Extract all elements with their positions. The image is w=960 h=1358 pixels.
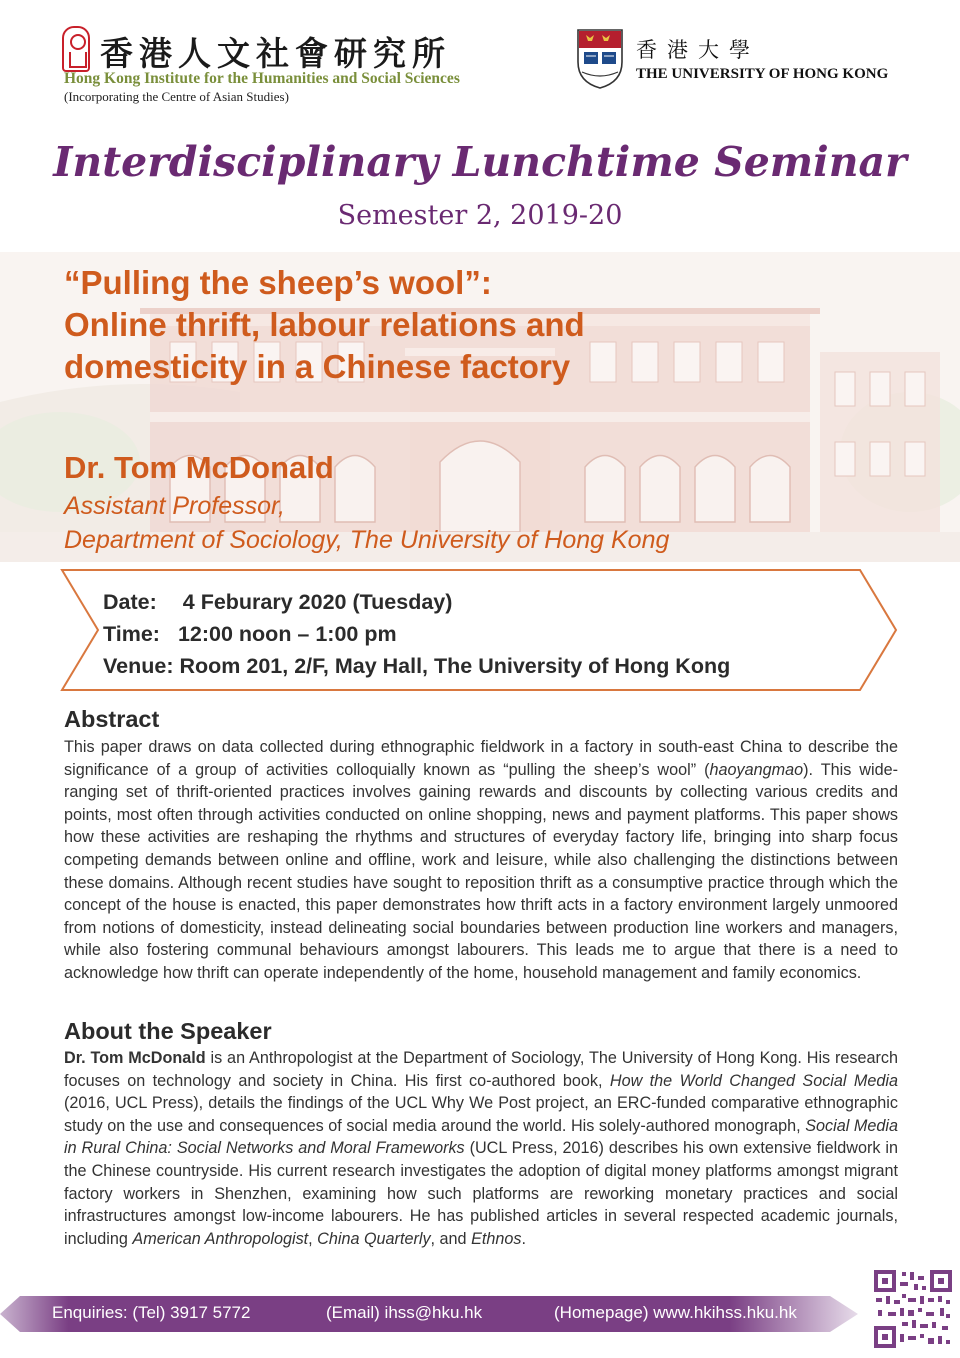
speaker-role xyxy=(64,489,669,557)
qr-code-icon[interactable] xyxy=(872,1268,954,1350)
time-label: Time: xyxy=(103,622,160,646)
enquiries-phone: Enquiries: (Tel) 3917 5772 xyxy=(52,1303,251,1322)
about-speaker-name: Dr. Tom McDonald xyxy=(64,1049,206,1067)
book-title: How the World Changed Social Media xyxy=(609,1071,898,1090)
hkihss-seal-icon xyxy=(62,26,90,72)
abstract-text-part: This paper draws on data collected during ethnographic fieldwork in a factory in south-east China to describe the significance of a group of activities colloquially known as “pulling the sheep’s wool” ( xyxy=(64,738,898,779)
talk-title-line: Online thrift, labour relations and xyxy=(64,306,585,343)
about-heading: About the Speaker xyxy=(64,1018,272,1044)
book-title: Social Media in Rural China: Social Networks and Moral Frameworks xyxy=(64,1116,898,1158)
about-text xyxy=(64,1047,898,1250)
venue-value: Room 201, 2/F, May Hall, The University of Hong Kong xyxy=(179,654,731,678)
venue-label: Venue: xyxy=(103,654,174,678)
speaker-role-line: Department of Sociology, The University of Hong Kong xyxy=(64,526,670,554)
speaker-name: Dr. Tom McDonald xyxy=(64,450,334,485)
homepage-link[interactable]: (Homepage) www.hkihss.hku.hk xyxy=(554,1303,797,1322)
seminar-series-title: Interdisciplinary Lunchtime Seminar xyxy=(53,138,907,186)
event-details xyxy=(103,586,730,682)
event-venue-row xyxy=(103,650,730,682)
abstract-term: haoyangmao xyxy=(709,760,804,779)
enquiries-email[interactable]: (Email) ihss@hku.hk xyxy=(326,1303,483,1322)
about-text-part: is an Anthropologist at the Department of Sociology, The University of Hong Kong. His research focuses on technology and society in China. His first co-authored book, xyxy=(64,1049,898,1090)
journal-title: American Anthropologist xyxy=(132,1229,309,1248)
journal-title: China Quarterly xyxy=(317,1229,431,1248)
event-date-row xyxy=(103,586,730,618)
journal-title: Ethnos xyxy=(471,1229,522,1248)
institute-chinese-name: 香港人文社會研究所 xyxy=(100,34,451,73)
time-value: 12:00 noon – 1:00 pm xyxy=(177,622,397,646)
abstract-text xyxy=(64,736,898,985)
university-chinese-name: 香港大學 xyxy=(636,38,760,62)
institute-english-name: Hong Kong Institute for the Humanities and Social Sciences xyxy=(64,70,460,87)
about-text-part: (UCL Press, 2016) describes his own extensive fieldwork in the Chinese countryside. His current research investigates the adoption of digital money platforms amongst migrant factory workers in Shenzhen, examining how such platforms are reworking monetary practices and social infrastructures amongst low-income labourers. He has published articles in several respected academic journals, including xyxy=(64,1139,898,1248)
hkihss-logo xyxy=(62,24,522,104)
about-text-part: , and xyxy=(430,1229,472,1248)
talk-title xyxy=(64,262,824,388)
institute-subtitle: (Incorporating the Centre of Asian Studies) xyxy=(64,89,289,104)
university-english-name: THE UNIVERSITY OF HONG KONG xyxy=(636,66,889,82)
about-text-part: , xyxy=(308,1229,318,1248)
hku-logo xyxy=(576,28,916,98)
abstract-heading: Abstract xyxy=(64,706,160,732)
event-time-row xyxy=(103,618,730,650)
semester-label: Semester 2, 2019-20 xyxy=(337,200,623,231)
speaker-role-line: Assistant Professor, xyxy=(64,492,285,520)
abstract-text-part: ). This wide-ranging set of thrift-oriented practices involves gaining rewards and discounts by collecting various credits and points, most often through activities conducted on online shopping, news and payment platforms. This paper shows how these activities are reshaping the rhythms and structures of everyday factory life, bringing into sharp focus competing demands between online and offline, work and leisure, while also challenging the distinctions between these domains. Although recent studies have sought to reposition thrift as a consumptive practice through which the concept of the house is enacted, this paper demonstrates how thrift acts in a factory environment largely unmoored from notions of domesticity, instead delineating social boundaries between production line workers and managers, while also fostering communal behaviours amongst labourers. This leads me to argue that there is a need to acknowledge how thrift can operate independently of the home, household management and family economics. xyxy=(64,760,898,982)
talk-title-line: “Pulling the sheep’s wool”: xyxy=(64,264,492,301)
about-text-part: . xyxy=(521,1229,526,1248)
hku-crest-icon xyxy=(576,28,624,90)
talk-title-line: domesticity in a Chinese factory xyxy=(64,348,571,385)
date-value: 4 Feburary 2020 (Tuesday) xyxy=(182,590,453,614)
about-text-part: (2016, UCL Press), details the findings of the UCL Why We Post project, an ERC-funded comparative ethnographic study on the use and consequences of social media around the world. His solely-authored monograph, xyxy=(64,1094,898,1135)
date-label: Date: xyxy=(103,590,157,614)
